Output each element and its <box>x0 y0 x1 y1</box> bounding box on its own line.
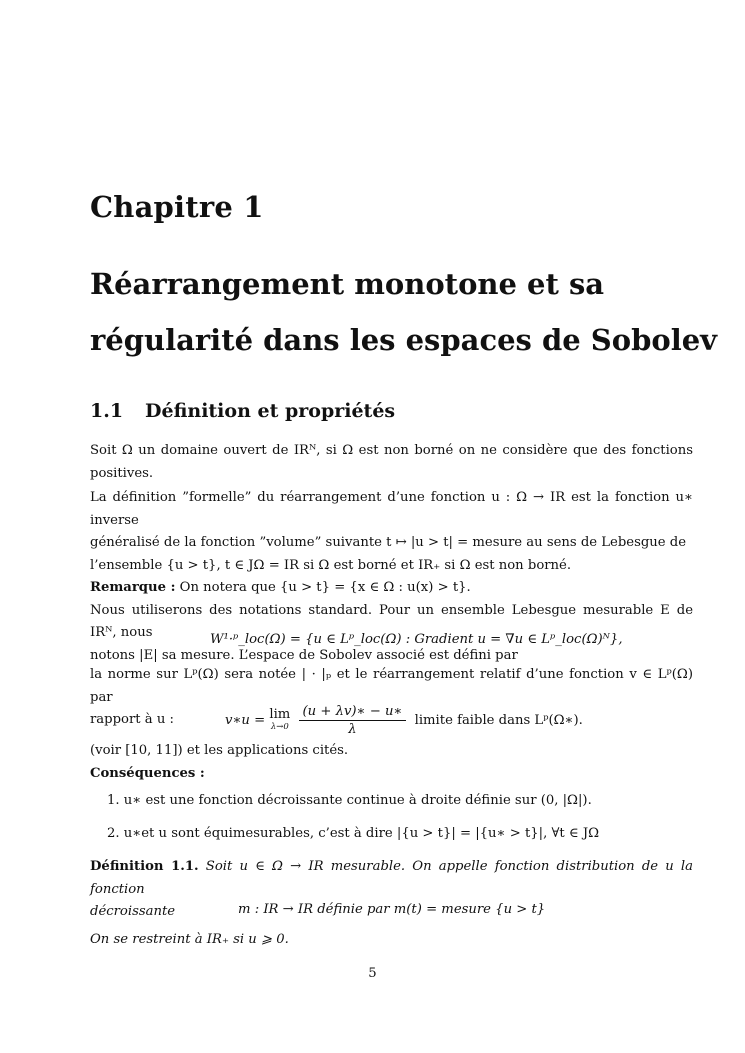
section-number: 1.1 <box>90 400 124 422</box>
remark <box>90 577 693 600</box>
section-title: Définition et propriétés <box>145 400 396 422</box>
definition-line-3: On se restreint à IR₊ si u ⩾ 0. <box>90 932 289 947</box>
eq-lim-text: lim <box>269 706 291 722</box>
chapter-title <box>90 256 717 368</box>
definition-line-1 <box>90 856 693 901</box>
para4-line-2: rapport à u : <box>90 712 174 727</box>
list-item-number: 1. <box>107 793 120 808</box>
eq-rhs: limite faible dans Lᵖ(Ω∗). <box>414 713 583 728</box>
para3-line-2: notons |E| sa mesure. L’espace de Sobolev associé est défini par <box>90 647 518 663</box>
page-number: 5 <box>368 966 377 981</box>
consequences-label: Conséquences : <box>90 765 205 781</box>
remark-text: On notera que {u > t} = {x ∈ Ω : u(x) > t}. <box>179 580 471 595</box>
paragraph-references <box>90 740 693 785</box>
para4-line-1: la norme sur Lᵖ(Ω) sera notée | · |ₚ et le réarrangement relatif d’une fonction v ∈ Lᵖ(Ω) par <box>90 667 693 705</box>
chapter-title-line-2: régularité dans les espaces de Sobolev <box>90 323 718 357</box>
list-item <box>107 793 592 808</box>
eq-lim-sub: λ→0 <box>270 721 289 732</box>
list-item-text: u∗et u sont équimesurables, c’est à dire |{u > t}| = |{u∗ > t}|, ∀t ∈ JΩ <box>123 826 600 841</box>
remark-label: Remarque : <box>90 580 176 595</box>
para5: (voir [10, 11]) et les applications cités. <box>90 743 349 758</box>
para3-line-1: Nous utiliserons des notations standard. Pour un ensemble Lebesgue mesurable E de IRᴺ, nous <box>90 602 693 640</box>
eq-fraction <box>299 704 407 737</box>
definition-formula: m : IR → IR définie par m(t) = mesure {u > t} <box>238 902 546 917</box>
chapter-heading: Chapitre 1 <box>90 190 264 224</box>
chapter-title-line-1: Réarrangement monotone et sa <box>90 267 605 301</box>
eq-lhs: v∗u = <box>225 713 266 728</box>
eq-numerator: (u + λv)∗ − u∗ <box>299 704 407 721</box>
list-item <box>107 826 599 841</box>
para2-line-2: généralisé de la fonction ”volume” suivante t ↦ |u > t| = mesure au sens de Lebesgue de <box>90 535 687 550</box>
paragraph-domain: Soit Ω un domaine ouvert de IRᴺ, si Ω est non borné on ne considère que des fonctions positives. <box>90 443 693 481</box>
definition-label: Définition 1.1. <box>90 859 199 874</box>
eq-denominator: λ <box>348 722 357 737</box>
list-item-number: 2. <box>107 826 120 841</box>
equation-sobolev-space: W¹·ᵖ_loc(Ω) = {u ∈ Lᵖ_loc(Ω) : Gradient u = ∇u ∈ Lᵖ_loc(Ω)ᴺ}, <box>210 632 623 647</box>
section-heading <box>90 400 395 422</box>
equation-relative-rearrangement <box>225 704 583 737</box>
eq-limit <box>269 706 291 733</box>
definition-text: Soit u ∈ Ω → IR mesurable. On appelle fonction distribution de u la fonction <box>90 859 694 897</box>
para2-line-1: La définition ”formelle” du réarrangement d’une fonction u : Ω → IR est la fonction u∗ inverse <box>90 490 693 528</box>
definition-line-2: décroissante <box>90 904 176 919</box>
para2-line-3: l’ensemble {u > t}, t ∈ JΩ = IR si Ω est borné et IR₊ si Ω est non borné. <box>90 557 572 573</box>
list-item-text: u∗ est une fonction décroissante continue à droite définie sur (0, |Ω|). <box>123 793 592 808</box>
